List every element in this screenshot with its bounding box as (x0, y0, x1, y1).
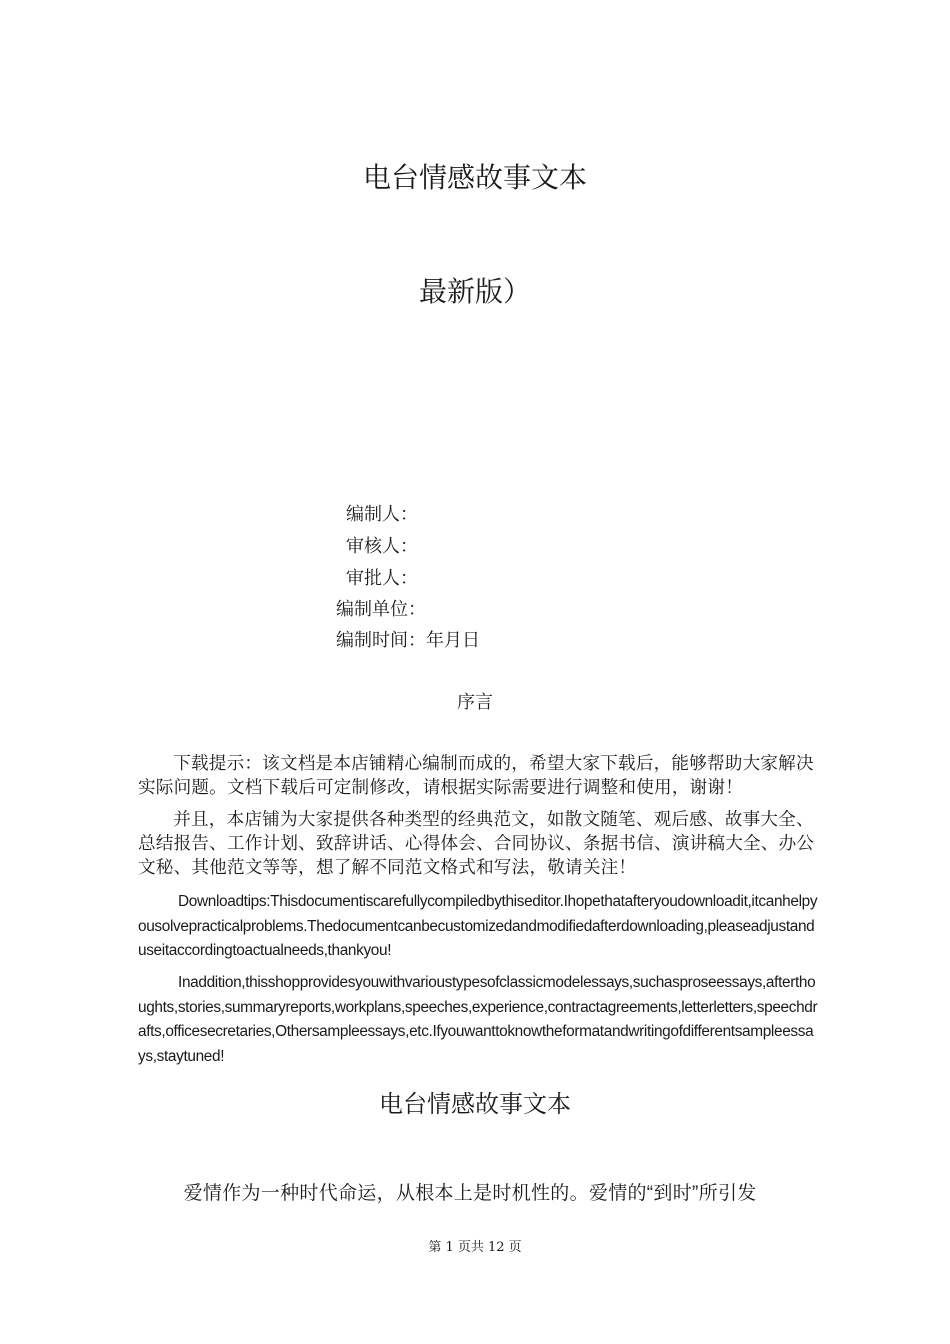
preface-heading: 序言 (457, 692, 493, 712)
meta-editor-label: 编制人： (346, 504, 418, 525)
document-title: 电台情感故事文本 (362, 161, 587, 194)
page-footer: 第 1 页共 12 页 (428, 1240, 522, 1255)
body-title: 电台情感故事文本 (379, 1090, 571, 1118)
preface-paragraph-cn-1: 下载提示：该文档是本店铺精心编制而成的，希望大家下载后，能够帮助大家解决实际问题。文档下载后可定制修改，请根据实际需要进行调整和使用，谢谢！ (138, 753, 814, 797)
preface-paragraph-en-1: Downloadtips:Thisdocumentiscarefullycompiledbythiseditor.Ihopethatafteryoudownloadit,itcanhelpyousolvepracticalproblems.Thedocumentcanbecustomizedandmodifiedafterdownloading,pleaseadjustanduseitaccordingtoactualneeds,thankyou! (138, 893, 818, 959)
meta-approver-label: 审批人： (346, 568, 418, 589)
body-first-paragraph: 爱情作为一种时代命运，从根本上是时机性的。爱情的“到时”所引发 (183, 1183, 757, 1204)
meta-unit-label: 编制单位： (336, 599, 426, 620)
preface-paragraph-en-2: Inaddition,thisshopprovidesyouwithvarioustypesofclassicmodelessays,suchasproseessays,afterthoughts,stories,summaryreports,workplans,speeches,experience,contractagreements,letterletters,speechdrafts,officesecretaries,Othersampleessays,etc.Ifyouwanttoknowtheformatandwritingofdifferentsampleessays,staytuned! (138, 974, 818, 1065)
meta-time-label: 编制时间：年月日 (336, 630, 480, 651)
document-subtitle: 最新版） (418, 275, 531, 308)
preface-paragraph-cn-2: 并且，本店铺为大家提供各种类型的经典范文，如散文随笔、观后感、故事大全、总结报告、工作计划、致辞讲话、心得体会、合同协议、条据书信、演讲稿大全、办公文秘、其他范文等等，想了解不同范文格式和写法，敬请关注！ (138, 809, 815, 877)
meta-reviewer-label: 审核人： (346, 536, 418, 557)
